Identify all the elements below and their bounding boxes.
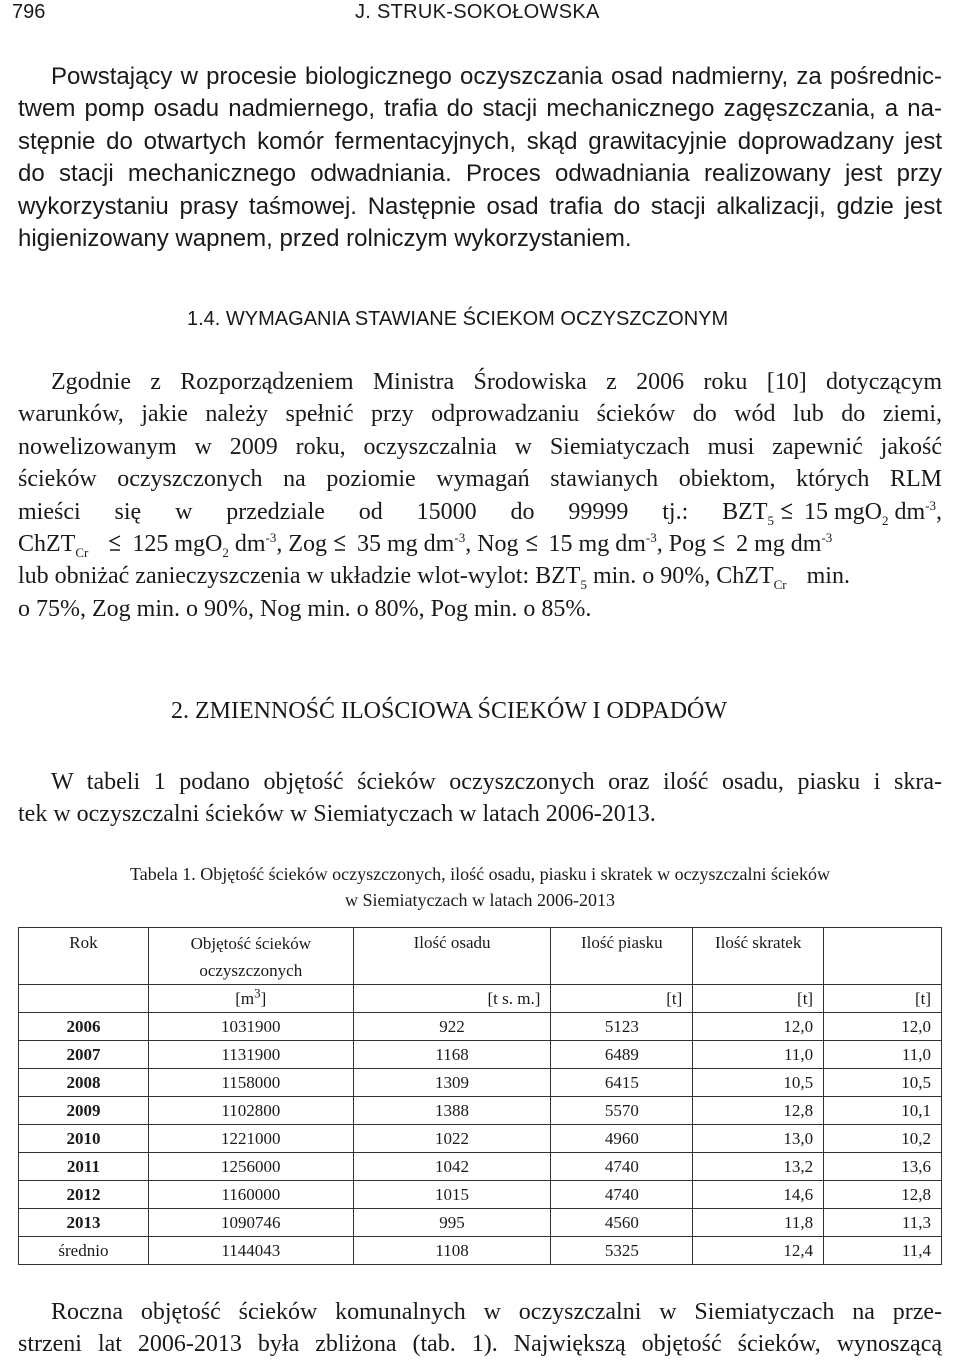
table-cell: 4960 [551,1125,693,1153]
table-caption: Tabela 1. Objętość ścieków oczyszczonych, ilość osadu, piasku i skratek w oczyszczalni ścieków [129,864,830,884]
table-cell: 2009 [19,1097,149,1125]
table-cell: 1042 [353,1153,551,1181]
table-cell: 13,2 [693,1153,824,1181]
header-piasek: Ilość piasku [551,928,693,985]
paragraph-line: ścieków oczyszczonych na poziomie wymagań stawianych obiektom, których RLM [18,466,942,493]
table-cell: 6415 [551,1069,693,1097]
table-row [19,1237,942,1265]
less-equal-icon [780,502,794,520]
table-cell: 1309 [353,1069,551,1097]
table-cell: 2006 [19,1013,149,1041]
paragraph-line: W tabeli 1 podano objętość ścieków oczyszczonych oraz ilość osadu, piasku i skra- [51,769,942,795]
paragraph-line: Roczna objętość ścieków komunalnych w oczyszczalni w Siemiatyczach na prze- [51,1299,942,1325]
header-osad: Ilość osadu [353,928,551,985]
less-equal-icon [525,534,539,552]
table-row [19,1097,942,1125]
table-cell: 2007 [19,1041,149,1069]
paragraph-line: twem pomp osadu nadmiernego, trafia do stacji mechanicznego zagęszczania, a na- [18,95,942,123]
table-cell: 4740 [551,1181,693,1209]
table-cell: 922 [353,1013,551,1041]
table-cell: 1168 [353,1041,551,1069]
table-cell: 11,0 [693,1041,824,1069]
table-cell: 12,8 [824,1181,942,1209]
paragraph-line: higienizowany wapnem, przed rolniczym wykorzystaniem. [18,224,632,252]
table-cell: 13,0 [693,1125,824,1153]
less-equal-icon [712,534,726,552]
table-row [19,1153,942,1181]
page-number: 796 [12,1,46,23]
unit-objetosc: $[m^3]$ [148,985,353,1013]
table-cell: 1090746 [148,1209,353,1237]
table-cell: 11,8 [693,1209,824,1237]
paragraph-line: strzeni lat 2006-2013 była zbliżona (tab. 1). Największą objętość ścieków, wynoszącą [18,1331,942,1358]
table-cell: 1144043 [148,1237,353,1265]
table-cell: 1108 [353,1237,551,1265]
table-cell: 5570 [551,1097,693,1125]
header-skratki: Ilość skratek [693,928,824,985]
header-rok: Rok [19,928,149,985]
less-equal-icon [333,534,347,552]
paragraph-line: wykorzystaniu prasy taśmowej. Następnie osad trafia do stacji alkalizacji, gdzie jest [18,192,942,220]
paragraph-line: do stacji mechanicznego odwadniania. Proces odwadniania realizowany jest przy [18,160,942,188]
unit-osad: [t s. m.] [353,985,551,1013]
unit-extra: [t] [824,985,942,1013]
table-caption-line-2: w Siemiatyczach w latach 2006-2013 [345,890,615,910]
table-cell: 1160000 [148,1181,353,1209]
paragraph-4 [18,1296,942,1361]
table-header-row [19,928,942,985]
table-cell: 10,1 [824,1097,942,1125]
running-head: J. STRUK-SOKOŁOWSKA [355,1,600,23]
table-cell: 11,0 [824,1041,942,1069]
table-cell: 2011 [19,1153,149,1181]
table-units-row [19,985,942,1013]
table-cell: 2012 [19,1181,149,1209]
table-cell: 10,5 [693,1069,824,1097]
paragraph-line: tek w oczyszczalni ścieków w Siemiatyczach w latach 2006-2013. [18,801,656,828]
table-cell: 11,4 [824,1237,942,1265]
paragraph-line: warunków, jakie należy spełnić przy odprowadzaniu ścieków do wód lub do ziemi, [18,401,942,428]
paragraph-line-requirements: mieści się w przedziale od 15000 do 99999 tj.: $BZT_5$ 15 mgO$_2$ $dm^{-3}$, [18,497,942,528]
paragraph-line: o 75%, Zog min. o 90%, Nog min. o 80%, Pog min. o 85%. [18,595,592,622]
table-row [19,1125,942,1153]
table-body [19,1013,942,1265]
table-cell: 1015 [353,1181,551,1209]
table-cell: 14,6 [693,1181,824,1209]
table-cell: 1022 [353,1125,551,1153]
paragraph-line: Zgodnie z Rozporządzeniem Ministra Środowiska z 2006 roku [10] dotyczącym [51,369,942,395]
table-cell: 1031900 [148,1013,353,1041]
table-cell: 11,3 [824,1209,942,1237]
paragraph-2 [18,366,942,625]
paragraph-line: nowelizowanym w 2009 roku, oczyszczalnia w Siemiatyczach musi zapewnić jakość [18,433,942,460]
table-cell: 12,8 [693,1097,824,1125]
data-table [18,927,942,1265]
table-cell: 10,5 [824,1069,942,1097]
section-heading-2: 2. ZMIENNOŚĆ ILOŚCIOWA ŚCIEKÓW I ODPADÓW [171,698,728,724]
table-cell: 6489 [551,1041,693,1069]
table-cell: 12,4 [693,1237,824,1265]
table-row [19,1209,942,1237]
unit-skratki: [t] [693,985,824,1013]
table-cell: 1131900 [148,1041,353,1069]
table-cell: 5325 [551,1237,693,1265]
table-cell: 1158000 [148,1069,353,1097]
header-objetosc: Objętość ścieków oczyszczonych [148,928,353,985]
table-cell: 12,0 [824,1013,942,1041]
unit-piasek: [t] [551,985,693,1013]
table-cell: 995 [353,1209,551,1237]
table-row [19,1041,942,1069]
table-cell: 2010 [19,1125,149,1153]
paragraph-line: Powstający w procesie biologicznego oczyszczania osad nadmierny, za pośrednic- [51,63,942,90]
table-row [19,1069,942,1097]
table-cell: 5123 [551,1013,693,1041]
table-cell: 4560 [551,1209,693,1237]
table-cell: średnio [19,1237,149,1265]
table-cell: 2013 [19,1209,149,1237]
table-cell: 13,6 [824,1153,942,1181]
table-cell: 2008 [19,1069,149,1097]
paragraph-3 [18,766,942,831]
table-row [19,1181,942,1209]
paragraph-line-limits: ChZT$_{Cr}$ 125 mgO$_2$ $dm^{-3}$, Zog 35 mg $dm^{-3}$, Nog 15 mg $dm^{-3}$, Pog 2 mg $dm^{-3}$ [18,529,833,560]
paragraph-line: stępnie do otwartych komór fermentacyjnych, skąd grawitacyjnie doprowadzany jest [18,127,942,155]
less-equal-icon [108,534,122,552]
table-cell: 10,2 [824,1125,942,1153]
section-heading-1-4: 1.4. WYMAGANIA STAWIANE ŚCIEKOM OCZYSZCZONYM [187,308,729,330]
paragraph-1 [18,61,942,255]
table-cell: 1388 [353,1097,551,1125]
paragraph-line: lub obniżać zanieczyszczenia w układzie wlot-wylot: $BZT_5$ min. o 90%, ChZT$_{Cr}$ min. [18,563,850,593]
header-empty [824,928,942,985]
table-cell: 1102800 [148,1097,353,1125]
table-cell: 12,0 [693,1013,824,1041]
table-row [19,1013,942,1041]
table-cell: 1221000 [148,1125,353,1153]
table-cell: 1256000 [148,1153,353,1181]
table-cell: 4740 [551,1153,693,1181]
